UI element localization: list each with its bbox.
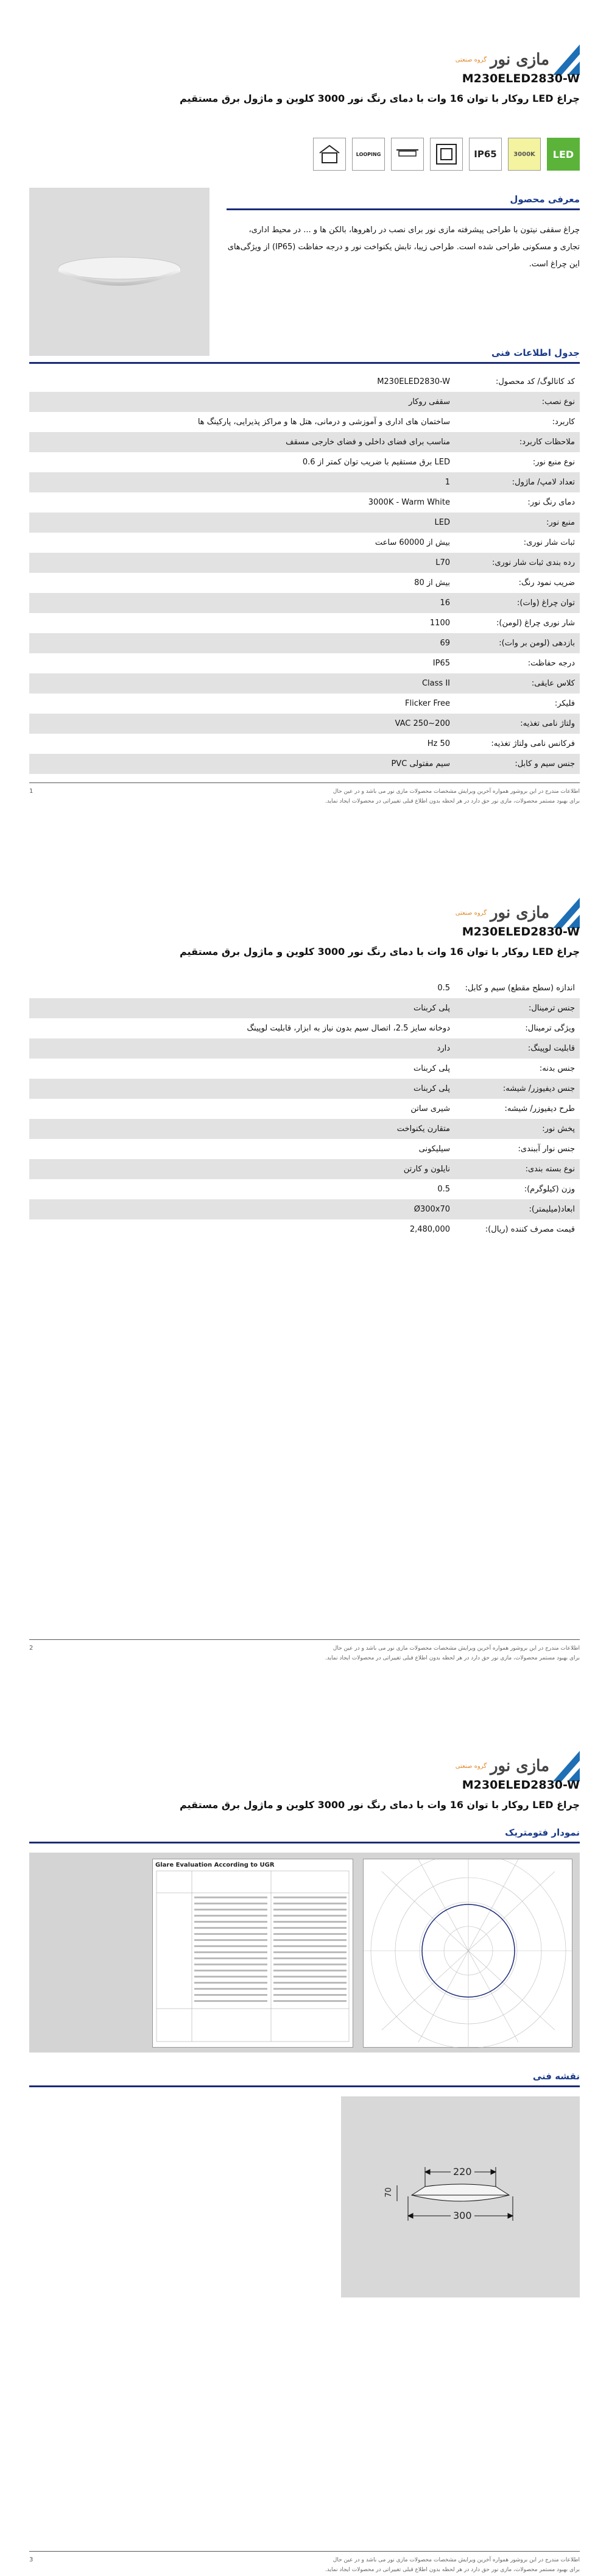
model-code: M230ELED2830-W [462,1778,580,1792]
product-title: چراغ LED روکار با توان 16 وات با دمای رنگ نور 3000 کلوین و ماژول برق مستقیم [179,946,580,957]
page-3 [0,1706,609,2576]
brand-sub: گروه صنعتی [455,56,487,63]
spec-label: قابلیت لوپینگ: [527,1044,575,1053]
led-badge: LED [547,138,580,171]
ugr-table [152,1859,353,2048]
spec-value: دوخانه سایز 2.5، اتصال سیم بدون نیاز به ابزار، قابلیت لوپینگ [247,1024,450,1033]
photometric-heading: نمودار فتومتریک [29,1827,580,1843]
footer-2 [29,1639,580,1663]
spec-label: کلاس عایقی: [531,679,575,688]
spec-label: توان چراغ (وات): [517,598,575,608]
spec-value: Flicker Free [405,699,450,708]
spec-value: بیش از 60000 ساعت [375,538,450,547]
spec-row [29,513,580,533]
product-title: چراغ LED روکار با توان 16 وات با دمای رنگ نور 3000 کلوین و ماژول برق مستقیم [179,93,580,104]
spec-label: کاربرد: [552,417,575,427]
spec-value: Class II [421,679,450,688]
spec-label: پخش نور: [542,1124,575,1134]
spec-value: مناسب برای فضای داخلی و فضای خارجی مسقف [286,438,450,447]
spec-heading: جدول اطلاعات فنی [29,347,580,364]
spec-value: شیری ساتن [410,1104,450,1113]
spec-label: اندازه (سطح مقطع) سیم و کابل: [465,984,575,993]
spec-label: وزن (کیلوگرم): [524,1185,575,1194]
brand-mark-icon [553,44,580,75]
intro-heading: معرفی محصول [227,194,580,210]
product-image [29,188,209,356]
spec-row [29,978,580,998]
spec-value: 0.5 [437,984,450,993]
spec-value: متقارن یکنواخت [396,1124,450,1134]
spec-row [29,372,580,392]
spec-row [29,1119,580,1139]
spec-value: LED برق مستقیم با ضریب توان کمتر از 0.6 [302,458,450,467]
spec-value: 1100 [429,619,450,628]
page-2 [0,853,609,1706]
spec-value: M230ELED2830-W [377,377,450,386]
spec-label: دمای رنگ نور: [527,498,575,507]
spec-label: نوع منبع نور: [532,458,575,467]
spec-label: جنس بدنه: [539,1064,575,1073]
spec-value: بیش از 80 [414,578,450,587]
spec-row [29,392,580,412]
spec-row [29,673,580,694]
ceiling-lamp-icon [52,247,186,296]
dim-diameter: 300 [451,2210,474,2221]
spec-value: 3000K - Warm White [368,498,450,507]
brand-sub: گروه صنعتی [455,909,487,917]
brand-sub: گروه صنعتی [455,1762,487,1770]
spec-row [29,754,580,774]
spec-label: جنس دیفیوزر/ شیشه: [502,1084,575,1093]
spec-label: ضریب نمود رنگ: [518,578,575,587]
spec-value: پلی کربنات [414,1084,450,1093]
technical-drawing [341,2096,580,2297]
spec-row [29,1079,580,1099]
spec-value: L70 [435,558,450,567]
spec-label: جنس سیم و کابل: [515,759,575,768]
spec-label: نوع بسته بندی: [525,1165,575,1174]
footer-line-1: اطلاعات مندرج در این بروشور همواره آخرین ویرایش مشخصات محصولات مازی نور می باشد و در عین حال [333,1645,580,1652]
spec-value: 0.5 [437,1185,450,1194]
spec-row [29,714,580,734]
spec-row [29,1038,580,1059]
outdoor-roof-icon [313,138,346,171]
page-number: 1 [29,788,33,795]
spec-label: فرکانس نامی ولتاژ تغذیه: [491,739,575,748]
spec-label: کد کاتالوگ/ کد محصول: [495,377,575,386]
spec-value: دارد [437,1044,450,1053]
photometric-panel [29,1853,580,2053]
spec-label: طرح دیفیوزر/ شیشه: [504,1104,575,1113]
spec-value: پلی کربنات [414,1064,450,1073]
spec-value: 69 [440,639,450,648]
spec-label: جنس ترمینال: [528,1004,575,1013]
footer-3 [29,2551,580,2575]
footer-line-1: اطلاعات مندرج در این بروشور همواره آخرین ویرایش مشخصات محصولات مازی نور می باشد و در عین حال [333,2557,580,2563]
brand-name: مازی نور [490,51,549,69]
page-number: 2 [29,1645,33,1652]
spec-value: پلی کربنات [414,1004,450,1013]
looping-badge: LOOPING [352,138,385,171]
spec-value: سقفی روکار [409,397,450,406]
spec-label: رده بندی ثبات شار نوری: [492,558,575,567]
spec-label: قیمت مصرف کننده (ریال): [485,1225,575,1234]
product-title: چراغ LED روکار با توان 16 وات با دمای رنگ نور 3000 کلوین و ماژول برق مستقیم [179,1799,580,1811]
spec-value: سیلیکونی [418,1144,450,1154]
spec-row [29,613,580,633]
spec-row [29,653,580,673]
spec-value: IP65 [432,659,450,668]
spec-label: ابعاد(میلیمتر): [529,1205,575,1214]
spec-label: جنس نوار آببندی: [518,1144,575,1154]
spec-row [29,694,580,714]
brand-mark-icon [553,898,580,928]
brand-name: مازی نور [490,1757,549,1775]
footer-line-2: برای بهبود مستمر محصولات، مازی نور حق دارد در هر لحظه بدون اطلاع قبلی تغییراتی در محصولات ایجاد نماید. [325,1655,580,1661]
spec-row [29,1179,580,1199]
spec-row [29,1059,580,1079]
model-code: M230ELED2830-W [462,925,580,939]
spec-label: بازدهی (لومن بر وات): [499,639,575,648]
polar-curve-icon [364,1859,573,2048]
spec-label: ویژگی ترمینال: [525,1024,575,1033]
spec-row [29,633,580,653]
technical-heading: نقشه فنی [29,2071,580,2087]
spec-value: LED [434,518,450,527]
spec-label: تعداد لامپ/ ماژول: [512,478,575,487]
spec-row [29,593,580,613]
spec-value: سیم مفتولی PVC [391,759,450,768]
spec-table-2 [29,978,580,1240]
model-code: M230ELED2830-W [462,72,580,85]
brand-name: مازی نور [490,904,549,922]
ugr-grid-icon [155,1868,350,2045]
spec-row [29,492,580,513]
spec-table-1 [29,372,580,774]
footer-line-1: اطلاعات مندرج در این بروشور همواره آخرین ویرایش مشخصات محصولات مازی نور می باشد و در عین حال [333,789,580,795]
dimension-drawing-icon [341,2096,580,2297]
spec-value: Ø300x70 [414,1205,450,1214]
spec-row [29,1159,580,1179]
footer-line-2: برای بهبود مستمر محصولات، مازی نور حق دارد در هر لحظه بدون اطلاع قبلی تغییراتی در محصولات ایجاد نماید. [325,798,580,804]
spec-value: 16 [440,598,450,608]
spec-row [29,472,580,492]
spec-value: ساختمان های اداری و آموزشی و درمانی، هتل ها و مراکز پذیرایی، پارکینگ ها [197,417,450,427]
class-ii-icon [430,138,463,171]
dim-height: 70 [384,2187,393,2198]
spec-row [29,1099,580,1119]
spec-value: 2,480,000 [409,1225,450,1234]
brand-mark-icon [553,1751,580,1781]
footer-line-2: برای بهبود مستمر محصولات، مازی نور حق دارد در هر لحظه بدون اطلاع قبلی تغییراتی در محصولات ایجاد نماید. [325,2567,580,2573]
spec-row [29,432,580,452]
spec-row [29,1139,580,1159]
ugr-title: Glare Evaluation According to UGR [155,1862,275,1868]
feature-badges [313,138,580,171]
spec-value: Hz 50 [427,739,450,748]
spec-row [29,1219,580,1240]
spec-row [29,998,580,1018]
spec-row [29,533,580,553]
spec-value: نایلون و کارتن [403,1165,450,1174]
spec-row [29,412,580,432]
page-number: 3 [29,2556,33,2563]
spec-label: فلیکر: [554,699,575,708]
spec-label: درجه حفاظت: [527,659,575,668]
footer-1 [29,782,580,806]
spec-value: 1 [445,478,450,487]
spec-label: ولتاژ نامی تغذیه: [520,719,575,728]
spec-label: شار نوری چراغ (لومن): [496,619,575,628]
intro-text: چراغ سقفی نیتون با طراحی پیشرفته مازی نور برای نصب در راهروها، بالکن ها و ... در محیط اداری، تجاری و مسکونی طراحی شده است. طراحی زیبا، تابش یکنواخت نور و درجه حفاظت (IP65) از ویژگی‌های این چراغ است. [227,225,580,269]
spec-value: VAC 250~200 [395,719,450,728]
ip-badge: IP65 [469,138,502,171]
cct-badge: 3000K [508,138,541,171]
spec-row [29,1199,580,1219]
spec-row [29,1018,580,1038]
spec-label: ثبات شار نوری: [523,538,575,547]
polar-diagram [363,1859,572,2048]
spec-label: منبع نور: [546,518,575,527]
surface-mount-icon [391,138,424,171]
spec-row [29,452,580,472]
spec-label: ملاحظات کاربرد: [519,438,575,447]
spec-label: نوع نصب: [541,397,575,406]
dim-width: 220 [451,2166,474,2177]
page-1 [0,0,609,853]
spec-row [29,553,580,573]
spec-row [29,734,580,754]
spec-row [29,573,580,593]
